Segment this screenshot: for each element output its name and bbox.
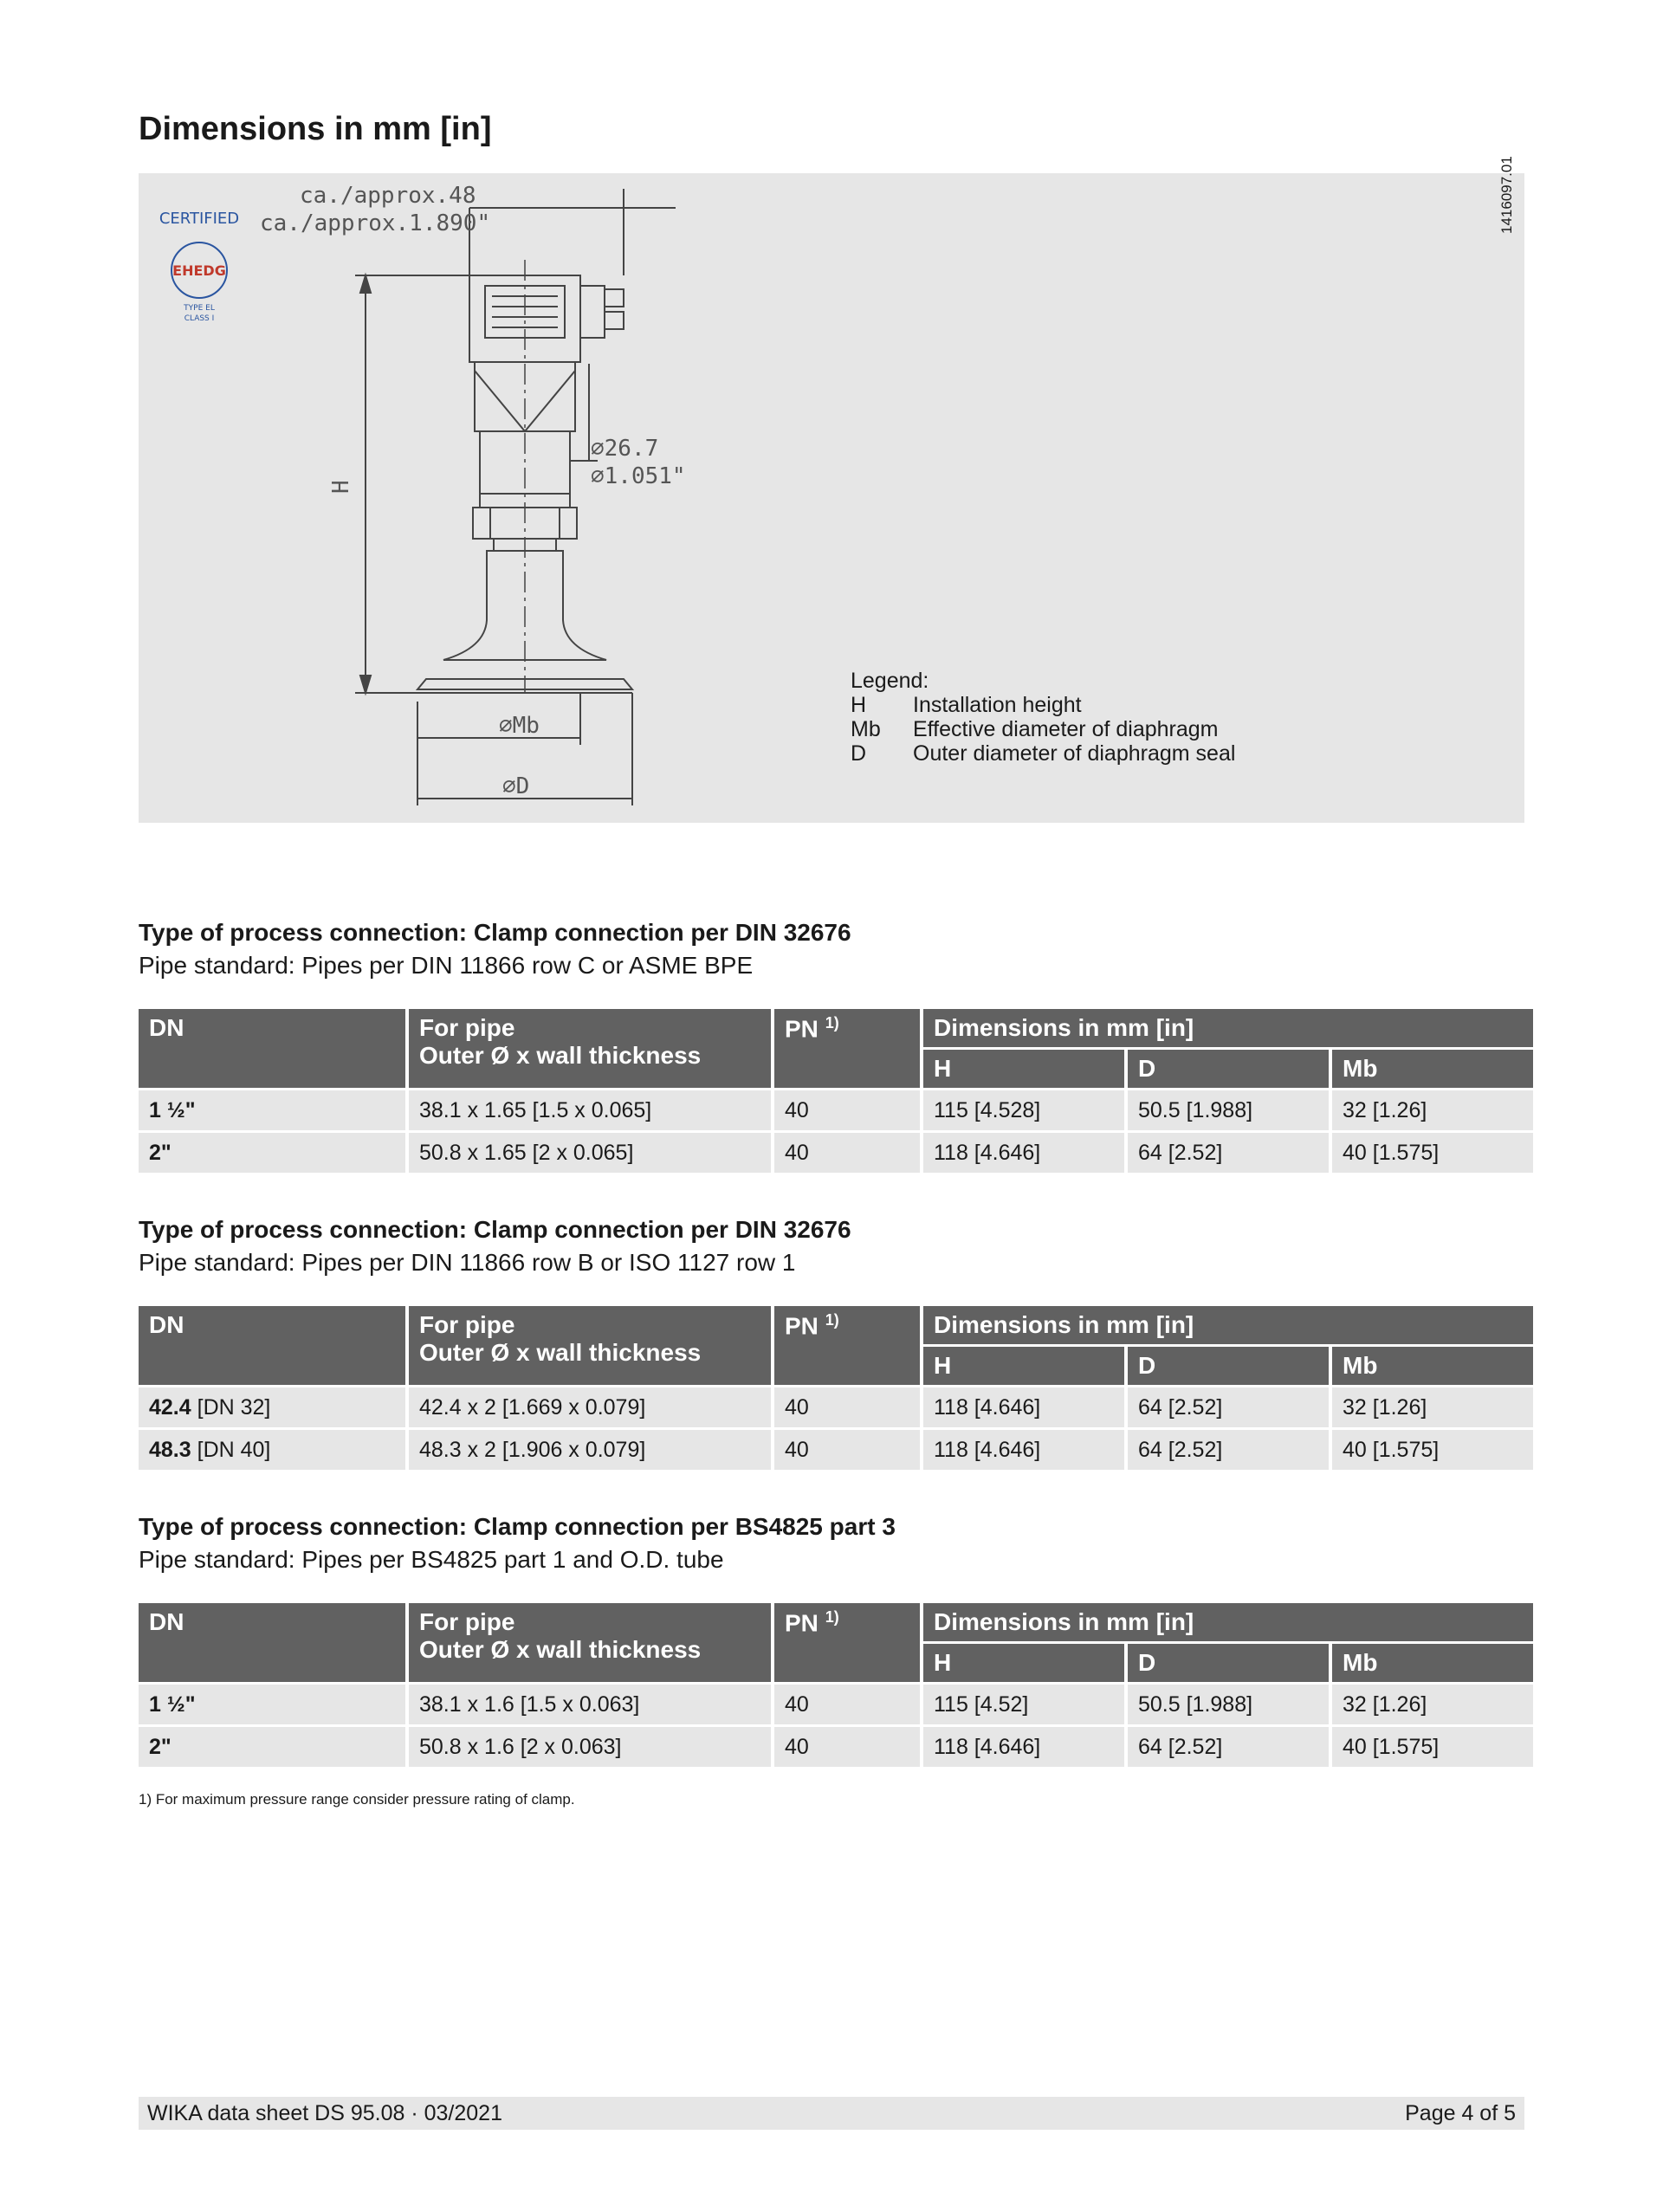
col-header-dimensions: Dimensions in mm [in] (923, 1306, 1533, 1344)
col-header-h: H (923, 1050, 1124, 1088)
ehedg-certification-logo (158, 194, 241, 324)
col-header-dn: DN (139, 1306, 405, 1385)
col-header-mb: Mb (1332, 1050, 1533, 1088)
col-header-pn: PN $^{1)}$ (774, 1009, 920, 1088)
col-header-h: H (923, 1644, 1124, 1682)
col-header-h: H (923, 1347, 1124, 1385)
cell-pipe: 42.4 x 2 [1.669 x 0.079] (409, 1387, 771, 1427)
legend (851, 669, 1235, 766)
col-header-pn: PN $^{1)}$ (774, 1603, 920, 1682)
cell-pipe: 48.3 x 2 [1.906 x 0.079] (409, 1430, 771, 1470)
neck-diameter-label-2: ⌀1.051" (591, 463, 686, 489)
table-row (139, 1387, 1533, 1427)
svg-text:TYPE EL: TYPE EL (184, 304, 215, 313)
footer-page-number: Page 4 of 5 (1405, 2100, 1516, 2125)
col-header-d: D (1128, 1644, 1329, 1682)
footer-document-id: WIKA data sheet DS 95.08 · 03/2021 (147, 2100, 502, 2125)
table-row (139, 1430, 1533, 1470)
section-title: Type of process connection: Clamp connection per DIN 32676 (139, 919, 851, 946)
col-header-pipe: For pipe Outer Ø x wall thickness (409, 1306, 771, 1385)
cell-h: 118 [4.646] (923, 1387, 1124, 1427)
cell-h: 115 [4.528] (923, 1090, 1124, 1130)
footnote: 1) For maximum pressure range consider pressure rating of clamp. (139, 1791, 575, 1808)
legend-item: Mb Effective diameter of diaphragm (851, 717, 1219, 741)
dimensions-table (135, 1006, 1537, 1175)
legend-title: Legend: (851, 669, 929, 693)
cell-pn: 40 (774, 1090, 920, 1130)
cell-mb: 32 [1.26] (1332, 1090, 1533, 1130)
cell-pipe: 38.1 x 1.6 [1.5 x 0.063] (409, 1685, 771, 1724)
cell-h: 118 [4.646] (923, 1727, 1124, 1767)
table-row (139, 1727, 1533, 1767)
cell-d: 50.5 [1.988] (1128, 1685, 1329, 1724)
cell-d: 64 [2.52] (1128, 1387, 1329, 1427)
col-header-mb: Mb (1332, 1644, 1533, 1682)
width-label-2: ca./approx.1.890" (260, 210, 491, 236)
legend-item: H Installation height (851, 693, 1082, 717)
neck-diameter-label-1: ⌀26.7 (591, 436, 659, 462)
section-subtitle: Pipe standard: Pipes per DIN 11866 row B or ISO 1127 row 1 (139, 1249, 796, 1276)
col-header-pn: PN $^{1)}$ (774, 1306, 920, 1385)
table-row (139, 1685, 1533, 1724)
cell-pn: 40 (774, 1133, 920, 1173)
width-label-1: ca./approx.48 (300, 183, 476, 209)
col-header-dimensions: Dimensions in mm [in] (923, 1603, 1533, 1641)
dimensions-table (135, 1303, 1537, 1472)
svg-text:CERTIFIED: CERTIFIED (159, 210, 240, 228)
cell-h: 115 [4.52] (923, 1685, 1124, 1724)
cell-dn: 2" (139, 1727, 405, 1767)
cell-mb: 32 [1.26] (1332, 1387, 1533, 1427)
table-row (139, 1133, 1533, 1173)
cell-dn: 2" (139, 1133, 405, 1173)
col-header-pipe: For pipe Outer Ø x wall thickness (409, 1009, 771, 1088)
page-footer (139, 2097, 1524, 2130)
section-subtitle: Pipe standard: Pipes per BS4825 part 1 and O.D. tube (139, 1546, 724, 1573)
cell-dn: 1 ½" (139, 1685, 405, 1724)
svg-text:CLASS I: CLASS I (184, 314, 215, 323)
cell-dn: 42.4 [DN 32] (139, 1387, 405, 1427)
col-header-dimensions: Dimensions in mm [in] (923, 1009, 1533, 1047)
section-subtitle: Pipe standard: Pipes per DIN 11866 row C or ASME BPE (139, 952, 754, 979)
col-header-dn: DN (139, 1009, 405, 1088)
cell-pn: 40 (774, 1685, 920, 1724)
col-header-mb: Mb (1332, 1347, 1533, 1385)
height-label: H (328, 480, 354, 494)
cell-h: 118 [4.646] (923, 1430, 1124, 1470)
cell-d: 50.5 [1.988] (1128, 1090, 1329, 1130)
section-title: Type of process connection: Clamp connection per DIN 32676 (139, 1216, 851, 1243)
table-row (139, 1090, 1533, 1130)
cell-h: 118 [4.646] (923, 1133, 1124, 1173)
section-title: Type of process connection: Clamp connection per BS4825 part 3 (139, 1513, 896, 1540)
d-label: ⌀D (502, 773, 530, 799)
cell-mb: 32 [1.26] (1332, 1685, 1533, 1724)
col-header-dn: DN (139, 1603, 405, 1682)
cell-pipe: 38.1 x 1.65 [1.5 x 0.065] (409, 1090, 771, 1130)
cell-mb: 40 [1.575] (1332, 1430, 1533, 1470)
cell-d: 64 [2.52] (1128, 1727, 1329, 1767)
page-title: Dimensions in mm [in] (139, 111, 492, 147)
cell-pipe: 50.8 x 1.65 [2 x 0.065] (409, 1133, 771, 1173)
col-header-d: D (1128, 1347, 1329, 1385)
technical-drawing (139, 173, 1524, 823)
col-header-d: D (1128, 1050, 1329, 1088)
cell-mb: 40 [1.575] (1332, 1133, 1533, 1173)
cell-pn: 40 (774, 1727, 920, 1767)
cell-mb: 40 [1.575] (1332, 1727, 1533, 1767)
dimensions-table (135, 1601, 1537, 1769)
cell-dn: 48.3 [DN 40] (139, 1430, 405, 1470)
cell-pn: 40 (774, 1387, 920, 1427)
col-header-pipe: For pipe Outer Ø x wall thickness (409, 1603, 771, 1682)
dimension-drawing (139, 156, 1524, 823)
cell-pn: 40 (774, 1430, 920, 1470)
mb-label: ⌀Mb (499, 713, 540, 739)
drawing-id: 1416097.01 (1498, 156, 1515, 234)
cell-d: 64 [2.52] (1128, 1430, 1329, 1470)
svg-text:EHEDG: EHEDG (172, 262, 226, 279)
cell-d: 64 [2.52] (1128, 1133, 1329, 1173)
legend-item: D Outer diameter of diaphragm seal (851, 741, 1236, 766)
cell-pipe: 50.8 x 1.6 [2 x 0.063] (409, 1727, 771, 1767)
cell-dn: 1 ½" (139, 1090, 405, 1130)
